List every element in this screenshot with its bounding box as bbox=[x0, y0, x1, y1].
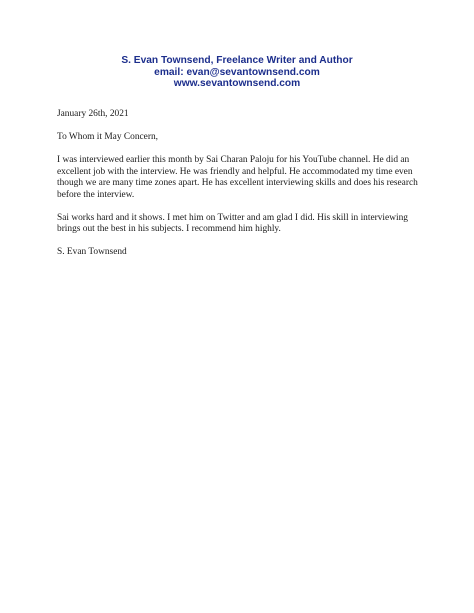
letter-paragraph-1: I was interviewed earlier this month by Sai Charan Paloju for his YouTube channel. He did an excellent job with the interview. He was friendly and helpful. He accommodated my time even though we are many time zones apart. He has excellent interviewing skills and does his research before the interview. bbox=[57, 154, 418, 200]
letter-date: January 26th, 2021 bbox=[57, 109, 129, 119]
letterhead bbox=[0, 55, 474, 90]
letterhead-website: www.sevantownsend.com bbox=[173, 78, 301, 89]
letter-signature: S. Evan Townsend bbox=[57, 247, 127, 258]
letter-body bbox=[57, 109, 429, 270]
letterhead-name: S. Evan Townsend, Freelance Writer and Author bbox=[121, 55, 353, 66]
letter-paragraph-2: Sai works hard and it shows. I met him on Twitter and am glad I did. His skill in interviewing brings out the best in his subjects. I recommend him highly. bbox=[57, 212, 408, 235]
letterhead-email: email: evan@sevantownsend.com bbox=[154, 66, 320, 78]
letter-salutation: To Whom it May Concern, bbox=[57, 131, 158, 142]
